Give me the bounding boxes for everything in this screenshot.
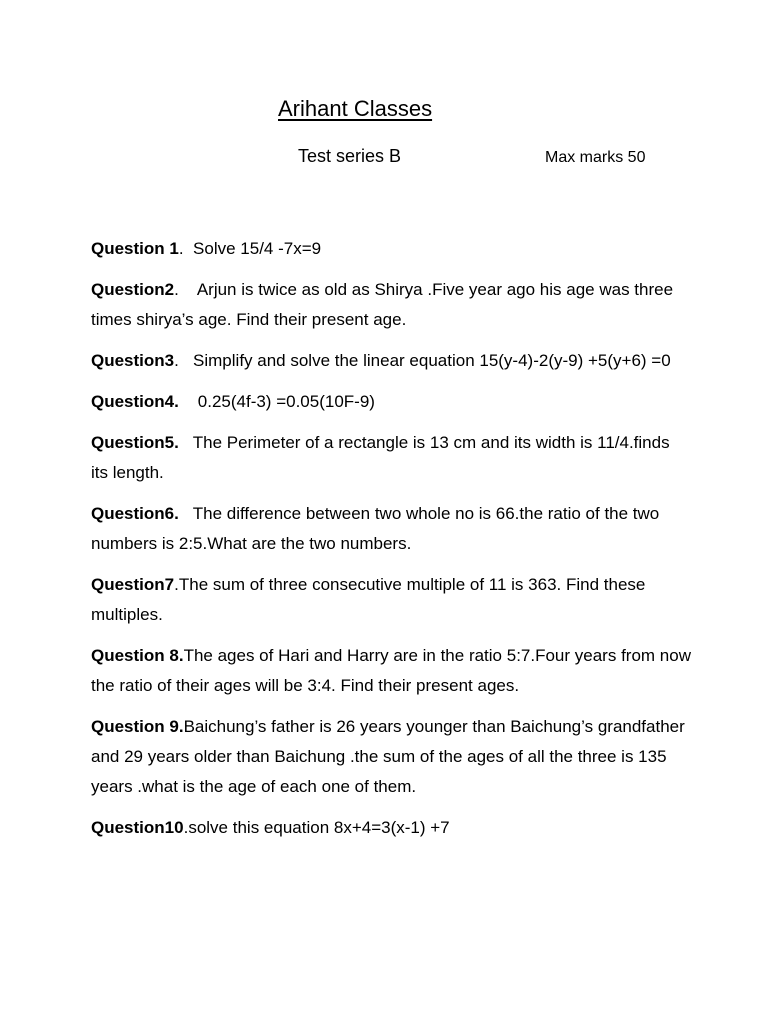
question-7 <box>91 570 691 630</box>
question-6 <box>91 499 691 559</box>
question-label: Question2 <box>91 280 175 299</box>
question-separator: . <box>174 351 194 370</box>
test-series-label: Test series B <box>298 146 402 166</box>
question-label: Question4. <box>91 392 179 411</box>
question-label: Question10 <box>91 818 184 837</box>
question-2 <box>91 275 691 335</box>
question-label: Question 1 <box>91 239 179 258</box>
question-text: Arjun is twice as old as Shirya .Five year ago his age was three times shirya’s age. Find their present age. <box>91 280 674 329</box>
question-9 <box>91 712 691 802</box>
question-text: Solve 15/4 -7x=9 <box>193 239 322 258</box>
question-text: The ages of Hari and Harry are in the ratio 5:7.Four years from now the ratio of their ages will be 3:4. Find their present ages. <box>91 646 691 695</box>
max-marks-label: Max marks 50 <box>545 149 646 166</box>
question-list <box>91 234 691 854</box>
document-title: Arihant Classes <box>278 96 433 121</box>
question-label: Question3 <box>91 351 175 370</box>
question-5 <box>91 428 691 488</box>
question-text: The difference between two whole no is 66.the ratio of the two numbers is 2:5.What are the two numbers. <box>91 504 660 553</box>
question-separator <box>179 392 198 411</box>
question-separator: . <box>178 239 194 258</box>
question-8 <box>91 641 691 701</box>
question-text: 0.25(4f-3) =0.05(10F-9) <box>197 392 375 411</box>
question-text: Baichung’s father is 26 years younger than Baichung’s grandfather and 29 years older than Baichung .the sum of the ages of all the three is 135 years .what is the age of each one of them. <box>91 717 685 796</box>
question-text: The Perimeter of a rectangle is 13 cm and its width is 11/4.finds its length. <box>91 433 670 482</box>
question-text: Simplify and solve the linear equation 15(y-4)-2(y-9) +5(y+6) =0 <box>193 351 671 370</box>
question-10 <box>91 813 691 843</box>
question-label: Question6. <box>91 504 179 523</box>
question-text: The sum of three consecutive multiple of 11 is 363. Find these multiples. <box>91 575 646 624</box>
question-3 <box>91 346 691 376</box>
question-label: Question5. <box>91 433 179 452</box>
question-separator <box>179 433 193 452</box>
question-label: Question 8. <box>91 646 184 665</box>
question-separator: . <box>174 280 197 299</box>
question-separator: . <box>183 818 189 837</box>
question-4 <box>91 387 691 417</box>
question-label: Question7 <box>91 575 175 594</box>
question-1 <box>91 234 691 264</box>
question-text: solve this equation 8x+4=3(x-1) +7 <box>188 818 450 837</box>
question-separator <box>179 504 193 523</box>
question-label: Question 9. <box>91 717 184 736</box>
question-separator: . <box>174 575 179 594</box>
